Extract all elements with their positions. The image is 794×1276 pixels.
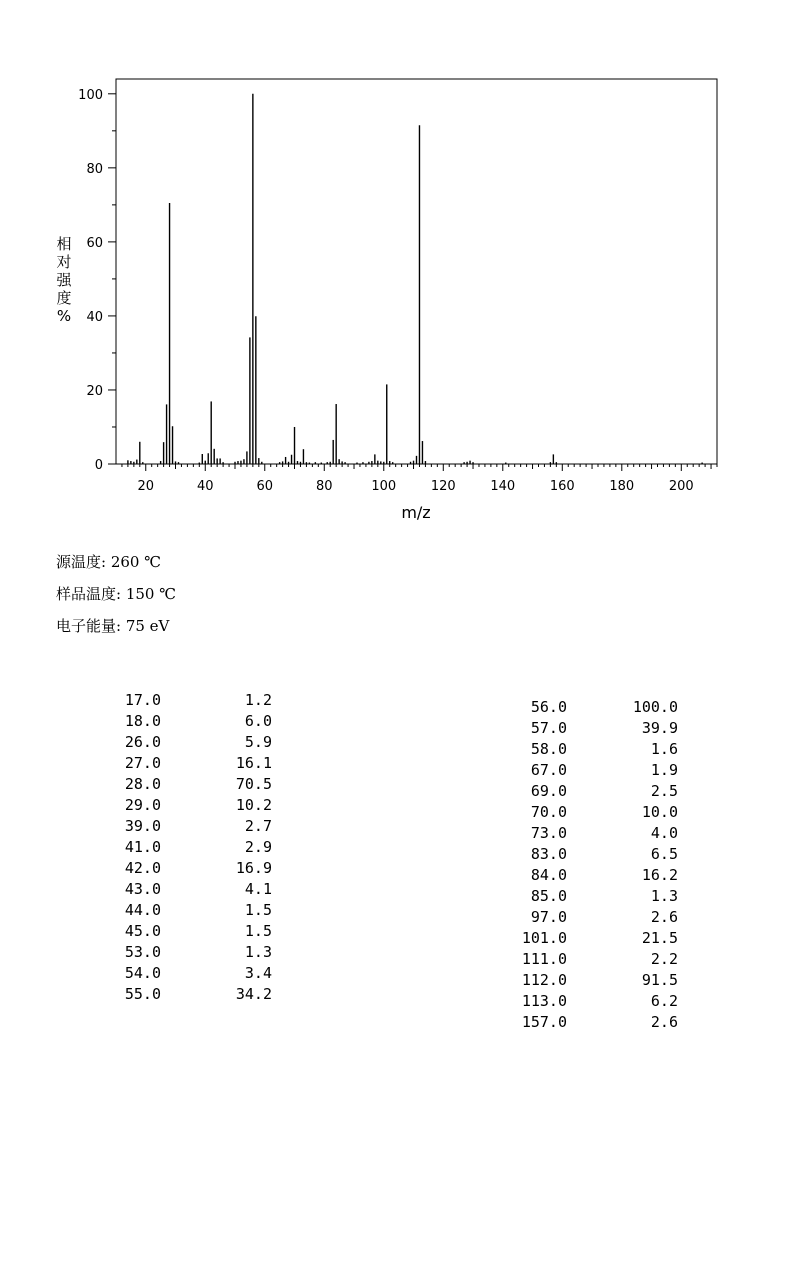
peak-mz: 39.0 [124, 817, 161, 835]
peak-row [520, 802, 678, 823]
x-tick-label: 200 [668, 479, 694, 494]
peak-mz: 85.0 [530, 887, 567, 905]
peak-row [520, 928, 678, 949]
y-tick-label: 100 [78, 87, 103, 103]
peak-mz: 67.0 [530, 761, 567, 779]
peak-mz: 56.0 [530, 698, 567, 716]
peak-row [520, 739, 678, 760]
peak-abundance: 6.5 [650, 845, 678, 863]
peak-row [520, 697, 678, 718]
peak-row [114, 900, 272, 921]
peak-mz: 54.0 [124, 964, 161, 982]
peak-mz: 112.0 [521, 971, 567, 989]
y-tick-label: 60 [86, 235, 103, 251]
y-label-char: 强 [56, 271, 72, 289]
peak-row [114, 963, 272, 984]
peak-abundance: 2.6 [650, 1013, 678, 1031]
peak-row [520, 760, 678, 781]
peak-abundance: 1.5 [244, 901, 272, 919]
y-axis-label [56, 235, 72, 325]
peak-abundance: 1.6 [650, 740, 678, 758]
y-tick-label: 20 [86, 383, 103, 399]
peak-row [114, 753, 272, 774]
peak-row [520, 949, 678, 970]
peak-abundance: 1.9 [650, 761, 678, 779]
peak-mz: 45.0 [124, 922, 161, 940]
x-tick-label: 140 [490, 479, 516, 494]
peak-abundance: 10.0 [641, 803, 678, 821]
peak-row [520, 781, 678, 802]
peak-row [114, 942, 272, 963]
peak-abundance: 100.0 [632, 698, 678, 716]
peak-row [114, 774, 272, 795]
peak-abundance: 34.2 [235, 985, 272, 1003]
x-tick-label: 160 [549, 479, 575, 494]
peak-row [520, 844, 678, 865]
peak-abundance: 2.7 [244, 817, 272, 835]
peak-row [114, 711, 272, 732]
peak-mz: 113.0 [521, 992, 567, 1010]
peak-mz: 41.0 [124, 838, 161, 856]
peak-mz: 70.0 [530, 803, 567, 821]
peak-row [114, 858, 272, 879]
peak-abundance: 2.9 [244, 838, 272, 856]
peak-mz: 73.0 [530, 824, 567, 842]
peak-row [114, 732, 272, 753]
y-tick-label: 80 [86, 161, 103, 177]
peak-mz: 57.0 [530, 719, 567, 737]
x-tick-label: 100 [371, 479, 397, 494]
peak-mz: 53.0 [124, 943, 161, 961]
peak-mz: 101.0 [521, 929, 567, 947]
mass-spectrum-chart [0, 0, 794, 540]
plot-frame [116, 79, 717, 464]
peak-row [114, 837, 272, 858]
peak-row [114, 795, 272, 816]
peak-abundance: 91.5 [641, 971, 678, 989]
y-label-char: 度 [56, 289, 72, 307]
peak-table-left [114, 690, 272, 1005]
peak-mz: 43.0 [124, 880, 161, 898]
peak-abundance: 16.9 [235, 859, 272, 877]
peak-abundance: 3.4 [244, 964, 272, 982]
peak-mz: 58.0 [530, 740, 567, 758]
peak-abundance: 16.2 [641, 866, 678, 884]
peak-mz: 27.0 [124, 754, 161, 772]
y-label-char: 相 [56, 235, 72, 253]
peak-abundance: 16.1 [235, 754, 272, 772]
peak-abundance: 2.5 [650, 782, 678, 800]
y-label-char: 对 [56, 253, 72, 271]
peak-row [520, 865, 678, 886]
peak-abundance: 1.3 [244, 943, 272, 961]
peak-row [114, 984, 272, 1005]
peak-row [520, 823, 678, 844]
peak-mz: 84.0 [530, 866, 567, 884]
peak-mz: 17.0 [124, 691, 161, 709]
peak-mz: 97.0 [530, 908, 567, 926]
peak-abundance: 2.2 [650, 950, 678, 968]
peak-abundance: 6.2 [650, 992, 678, 1010]
y-label-char: % [56, 307, 72, 325]
peak-row [114, 921, 272, 942]
peak-mz: 83.0 [530, 845, 567, 863]
peak-abundance: 1.3 [650, 887, 678, 905]
sample-temperature: 样品温度: 150 ℃ [56, 585, 177, 603]
source-temperature: 源温度: 260 ℃ [56, 553, 162, 571]
peak-mz: 44.0 [124, 901, 161, 919]
peak-table-right [520, 697, 678, 1033]
peak-abundance: 10.2 [235, 796, 272, 814]
peak-mz: 28.0 [124, 775, 161, 793]
peak-abundance: 4.1 [244, 880, 272, 898]
peak-abundance: 1.5 [244, 922, 272, 940]
peak-mz: 18.0 [124, 712, 161, 730]
peak-abundance: 5.9 [244, 733, 272, 751]
peak-abundance: 6.0 [244, 712, 272, 730]
peak-mz: 26.0 [124, 733, 161, 751]
x-tick-label: 60 [256, 479, 274, 494]
peak-mz: 42.0 [124, 859, 161, 877]
x-tick-label: 40 [196, 479, 214, 494]
peak-abundance: 39.9 [641, 719, 678, 737]
peak-row [520, 907, 678, 928]
peak-row [520, 718, 678, 739]
peak-mz: 69.0 [530, 782, 567, 800]
x-tick-label: 80 [315, 479, 333, 494]
peak-row [520, 886, 678, 907]
peak-mz: 111.0 [521, 950, 567, 968]
y-tick-label: 40 [86, 309, 103, 325]
peak-row [114, 690, 272, 711]
peak-row [520, 991, 678, 1012]
x-tick-label: 20 [137, 479, 155, 494]
peak-row [114, 879, 272, 900]
peak-abundance: 21.5 [641, 929, 678, 947]
peak-abundance: 70.5 [235, 775, 272, 793]
peak-abundance: 4.0 [650, 824, 678, 842]
peak-abundance: 1.2 [244, 691, 272, 709]
peak-row [520, 1012, 678, 1033]
x-tick-label: 180 [609, 479, 635, 494]
peak-mz: 55.0 [124, 985, 161, 1003]
x-tick-label: 120 [430, 479, 456, 494]
peak-mz: 29.0 [124, 796, 161, 814]
electron-energy: 电子能量: 75 eV [56, 617, 170, 635]
peak-row [520, 970, 678, 991]
y-tick-label: 0 [94, 458, 103, 473]
peak-mz: 157.0 [521, 1013, 567, 1031]
peak-row [114, 816, 272, 837]
peak-abundance: 2.6 [650, 908, 678, 926]
x-axis-label: m/z [401, 503, 431, 522]
